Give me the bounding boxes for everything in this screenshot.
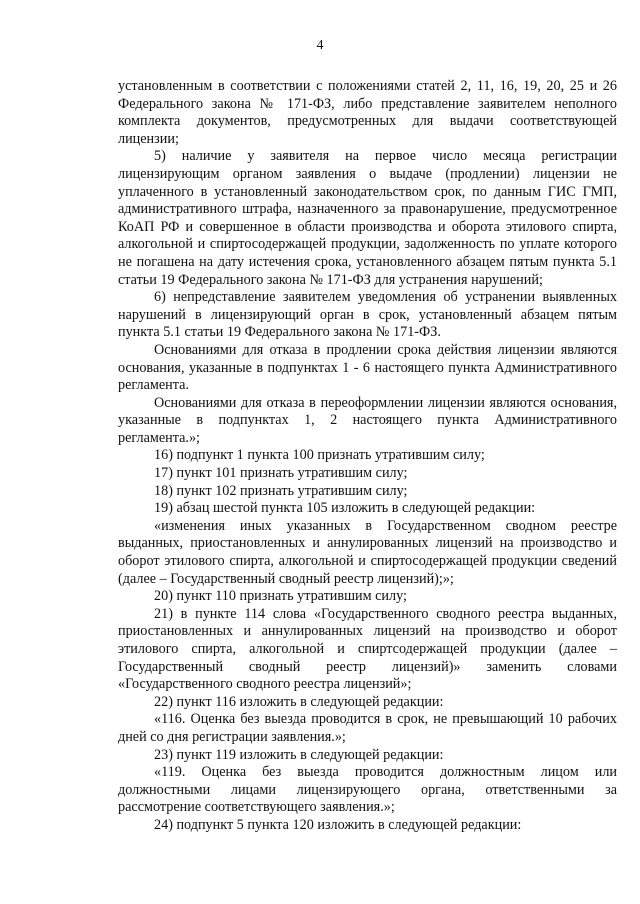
paragraph: 24) подпункт 5 пункта 120 изложить в следующей редакции:: [154, 816, 522, 833]
paragraph: «116. Оценка без выезда проводится в срок, не превышающий 10 рабочих дней со дня регистрации заявления.»;: [118, 711, 617, 745]
paragraph: «119. Оценка без выезда проводится должностным лицом или должностными лицами лицензирующего органа, ответственными за рассмотрение соответствующего заявления.»;: [118, 764, 617, 816]
paragraph: 18) пункт 102 признать утратившим силу;: [154, 482, 408, 499]
paragraph: 20) пункт 110 признать утратившим силу;: [154, 588, 407, 605]
paragraph: 22) пункт 116 изложить в следующей редакции:: [154, 693, 444, 710]
paragraph: Основаниями для отказа в продлении срока действия лицензии являются основания, указанные в подпунктах 1 - 6 настоящего пункта Административного регламента.: [118, 341, 617, 394]
page-number: 4: [316, 38, 324, 53]
paragraph: 5) наличие у заявителя на первое число месяца регистрации лицензирующим органом заявления о выдаче (продлении) лицензии не уплаченного в установленный законодательством срок, по данным ГИС ГМП, административного штрафа, назначенного за правонарушение, предусмотренное КоАП РФ и совершенное в области производства и оборота этилового спирта, алкогольной и спиртосодержащей продукции, задолженность по уплате которого не погашена на дату истечения срока, установленного абзацем пятым пункта 5.1 статьи 19 Федерального закона № 171-ФЗ для устранения нарушений;: [118, 148, 617, 288]
paragraph: 6) непредставление заявителем уведомления об устранении выявленных нарушений в лицензирующий орган в срок, установленный абзацем пятым пункта 5.1 статьи 19 Федерального закона № 171-ФЗ.: [118, 289, 617, 341]
paragraph: 19) абзац шестой пункта 105 изложить в следующей редакции:: [154, 500, 536, 517]
paragraph: Основаниями для отказа в переоформлении лицензии являются основания, указанные в подпунктах 1, 2 настоящего пункта Административного регламента.»;: [118, 394, 617, 446]
paragraph: 21) в пункте 114 слова «Государственного сводного реестра выданных, приостановленных и аннулированных лицензий на производство и оборот этилового спирта, алкогольной и спиртсодержащей продукции (далее – Государственный сводный реестр лицензий)» заменить словами «Государственного сводного реестра лицензий»;: [118, 605, 617, 693]
paragraph: 17) пункт 101 признать утратившим силу;: [154, 465, 408, 482]
paragraph: 23) пункт 119 изложить в следующей редакции:: [154, 746, 444, 763]
document-body: [118, 78, 617, 835]
paragraph: 16) подпункт 1 пункта 100 признать утратившим силу;: [154, 447, 485, 464]
paragraph: установленным в соответствии с положениями статей 2, 11, 16, 19, 20, 25 и 26 Федерального закона № 171-ФЗ, либо представление заявителем неполного комплекта документов, предусмотренных для выдачи соответствующей лицензии;: [118, 78, 617, 147]
paragraph: «изменения иных указанных в Государственном сводном реестре выданных, приостановленных и аннулированных лицензий на производство и оборот этилового спирта, алкогольной и спиртосодержащей продукции сведений (далее – Государственный сводный реестр лицензий);»;: [118, 517, 617, 587]
